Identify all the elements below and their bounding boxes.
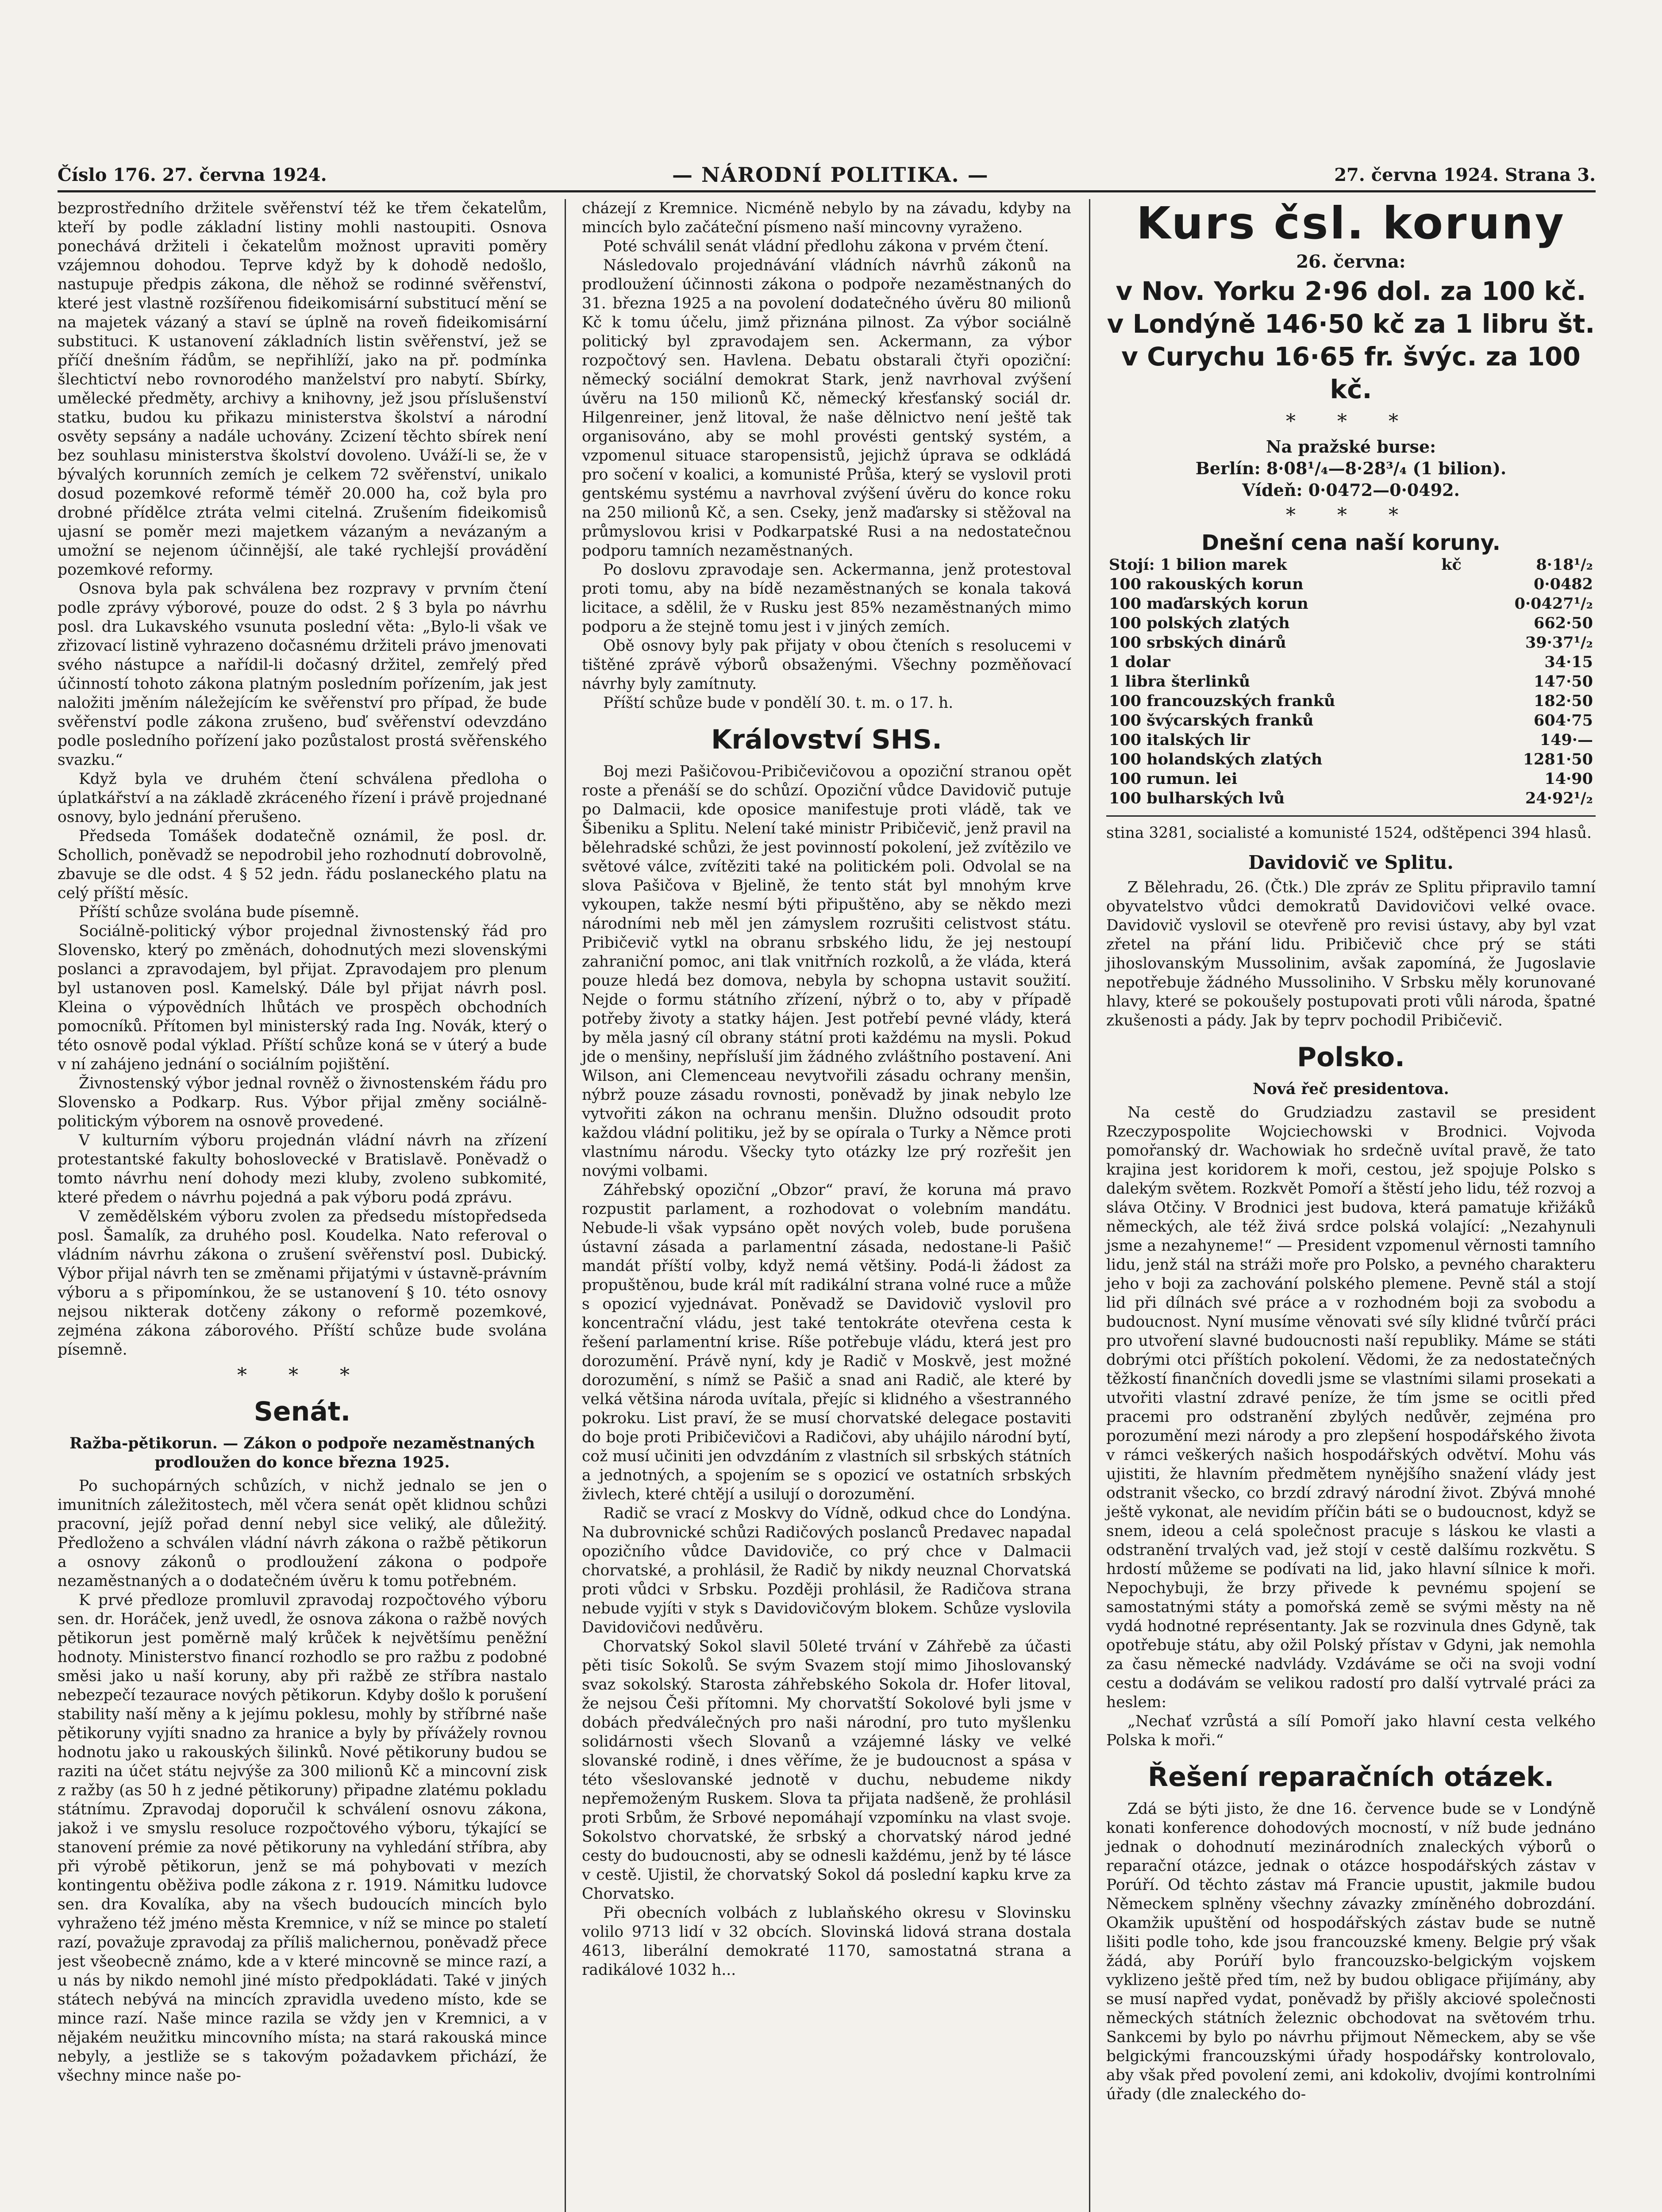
paragraph: V zemědělském výboru zvolen za předsedu místopředseda posl. Šamalík, za druhého posl. Koudelka. Nato referoval o vládním návrhu zákona o zrušení svěřenství posl. Dubický. Výbor přijal návrh ten se změnami přijatými v ústavně-právním výboru a s připomínkou, že se ustanovení § 10. této osnovy nejsou nikterak dotčeny zákony o reformě pozemkové, zejména zákona záborového. Příští schůze bude svolána písemně. <box>58 1208 547 1359</box>
table-row <box>1106 633 1596 653</box>
rate-value: 14·90 <box>1544 770 1593 788</box>
rate-value: 0·0482 <box>1534 575 1593 593</box>
table-row <box>1106 575 1596 594</box>
header-rule <box>58 190 1596 192</box>
rate-label: Stojí: 1 bilion marek <box>1109 556 1287 574</box>
rate-unit: kč <box>1441 556 1462 574</box>
paragraph: Poté schválil senát vládní předlohu zákona v prvém čtení. <box>603 238 1049 255</box>
rate-zurich: v Curychu 16·65 fr. švýc. za 100 kč. <box>1121 342 1581 404</box>
table-row <box>1106 769 1596 789</box>
rate-value: 1281·50 <box>1523 750 1593 768</box>
rate-value: 147·50 <box>1534 672 1593 691</box>
rate-value: 34·15 <box>1544 653 1593 671</box>
section-subtitle: Ražba-pětikorun. — Zákon o podpoře nezaměstnaných prodloužen do konce března 1925. <box>69 1435 535 1471</box>
section-title-davidovic: Davidovič ve Splitu. <box>1248 852 1454 873</box>
rate-unit <box>1439 575 1475 594</box>
rate-value: 39·37¹/₂ <box>1525 634 1593 652</box>
table-row <box>1106 750 1596 769</box>
columns <box>58 199 1596 2212</box>
header-page-info: 27. června 1924. Strana 3. <box>1334 164 1596 185</box>
divider <box>1106 815 1596 817</box>
rate-label: 100 holandských zlatých <box>1109 750 1323 768</box>
rate-unit <box>1439 614 1475 633</box>
rate-unit <box>1439 633 1475 653</box>
rate-label: 100 maďarských korun <box>1109 595 1308 613</box>
table-row <box>1106 614 1596 633</box>
rate-label: 1 dolar <box>1109 653 1170 671</box>
rate-berlin: Berlín: 8·08¹/₄—8·28³/₄ (1 bilion). <box>1195 458 1507 478</box>
column-1 <box>58 199 547 2212</box>
header-issue: Číslo 176. 27. června 1924. <box>58 164 327 185</box>
koruna-price-title: Dnešní cena naší koruny. <box>1201 530 1500 555</box>
paragraph: bezprostředního držitele svěřenství též ke třem čekatelům, kteří by podle základní listiny mohli nastoupiti. Osnova ponechává držiteli i čekatelům možnost upraviti poměry vzájemnou dohodou. Teprve když by k dohodě nedošlo, nastupuje předpis zákona, dle něhož se rodinné svěřenství, které jest vlastně rozšířenou fideikomisární substitucí mění se na majetek vázaný a staví se úplně na roveň fideikomisární substituci. K ustanovení základních listin svěřenství, jež se příčí dnešním řádům, se nepřihlíží, jako na př. podmínka šlechtictví nebo rovnorodého manželství pro nabytí. Sbírky, umělecké předměty, archivy a knihovny, jež jsou příslušenství statku, budou ku přikazu ministerstva školství a národní osvěty sepsány a nadále uchovány. Zcizení těchto sbírek není bez souhlasu ministerstva školství dovoleno. Uváží-li se, že v bývalých korunních zemích je celkem 72 svěřenství, unikalo dosud pozemkové reformě téměř 20.000 ha, což byla pro drobné přídělce ztráta velmi citelná. Zrušením fideikomisů ujasní se poměr mezi majetkem vázaným a nevázaným a umožní se nejenom účinnější, ale také rychlejší provádění pozemkové reformy. <box>58 200 547 579</box>
table-row <box>1106 789 1596 808</box>
paragraph: Zdá se býti jisto, že dne 16. července bude se v Londýně konati konference dohodových mocností, v níž bude jednáno jednak o dohodnutí mezinárodních znaleckých výborů o reparační otázce, jednak o otázce hospodářských zástav v Porúří. Od těchto zástav má Francie upustit, jakmile budou Německem splněny všechny závazky zmíněného dobrozdání. Okamžik upuštění od hospodářských zástav bude se nutně lišiti podle toho, kde jsou francouzské kmeny. Belgie prý však žádá, aby Porúří bylo francouzsko-belgickým vojskem vyklizeno ještě před tím, než by budou obligace přijímány, aby se musí napřed vydat, poněvadž by přišly akciové společnosti německých státních železnic obchodovat na světovém trhu. Sankcemi by bylo po návrhu přijmout Německem, aby se vše belgickými francouzskými úřady hospodářsky kontrolovalo, aby však před povolení zemi, ani kdokoliv, dvojími kontrolními úřady (dle znaleckého do- <box>1106 1800 1596 2103</box>
paragraph: K prvé předloze promluvil zpravodaj rozpočtového výboru sen. dr. Horáček, jenž uvedl, že osnova zákona o ražbě nových pětikorun jest poměrně malý krůček k největšímu peněžní hodnoty. Ministerstvo financí rozhodlo se pro ražbu z podobné směsi jako u naší koruny, aby při ražbě ze stříbra nastalo nebezpečí tezaurace nových pětikorun. Kdyby došlo k porušení stability naší měny a k jejímu poklesu, mohly by stříbrné naše pětikoruny vyjíti snadno za hranice a byly by přívážely rovnou hodnotu jako u rakouských šilinků. Nové pětikoruny budou se raziti na účet státu nejvýše za 300 milionů Kč a mincovní zisk z ražby (as 50 h z jedné pětikoruny) připadne zlatému pokladu státnímu. Zpravodaj doporučil k schválení osnovu zákona, jakož i ve smyslu resoluce rozpočtového výboru, týkající se stanovení prémie za nové pětikoruny na vyhledání stříbra, aby při výrobě pětikorun, jenž se má pohybovati v mezích kontingentu oběživa podle zákona z r. 1919. Námitku ludovce sen. dra Kovalíka, aby na všech budoucích mincích bylo vyhraženo též jméno města Kremnice, v níž se mince po staletí razí, považuje zpravodaj za příliš malichernou, poněvadž přece jest všeobecně známo, kde a v které mincovně se mince razí, a u nás by nikdo nemohl jiné místo předpokládati. Také v jiných státech nebývá na mincích zpravidla uvedeno místo, kde se mince razí. Naše mince razila se vždy jen v Kremnici, a v nějakém neužitku mincovního místa; na stará rakouská mince nebyly, a jestliže se s takovým požadavkem přichází, že všechny mince naše po- <box>58 1591 547 2085</box>
rate-label: 100 srbských dinárů <box>1109 634 1286 652</box>
rate-label: 100 francouzských franků <box>1109 692 1335 710</box>
exchange-rate-title: Kurs čsl. koruny <box>1136 199 1566 249</box>
paragraph: Radič se vrací z Moskvy do Vídně, odkud chce do Londýna. Na dubrovnické schůzi Radičových poslanců Predavec napadal opozičního vůdce Davidoviče, co prý chce v Dalmacii chorvatské, a prohlásil, že Radič by nikdy neuznal Chorvatská proti vůdci v Srbsku. Později prohlásil, že Radičova strana nebude vyjíti v styk s Davidovičovým blokem. Schůze vyslovila Davidovičovi nedůvěru. <box>582 1505 1071 1636</box>
rate-value: 8·18¹/₂ <box>1536 556 1593 574</box>
paragraph: Záhřebský opoziční „Obzor“ praví, že koruna má pravo rozpustit parlament, a rozhodovat o volebním mandátu. Nebude-li však vypsáno opět nových voleb, bude porušena ústavní zásada a parlamentní zásada, nedostane-li Pašič mandát příští volby, když nemá většiny. Podá-li žádost za propuštěnou, bude král mít radikální strana volné ruce a může s opozicí vyjednávat. Poněvadž se Davidovič vyslovil pro koncentrační vládu, jest také tentokráte otevřena cesta k řešení parlamentní krise. Ríše potřebuje vládu, která jest pro dorozumění. Právě nyní, kdy je Radič v Moskvě, jest možné dorozumění, s nímž se Pašič a snad ani Radič, ale které by velká většina národa uvítala, přejíc si klidného a všestranného pokroku. List praví, že se musí chorvatské delegace postaviti do boje proti Pribičevičovi a Radičovi, aby uhájilo národní bytí, což musí učiniti jen odvzdáním z vlastních sil srbských státních a jednotných, a spojením se s opozicí ve ostatních srbských živlech, které chtějí a usilují o dorozumění. <box>582 1181 1071 1503</box>
rate-london: v Londýně 146·50 kč za 1 libru št. <box>1107 309 1595 339</box>
paragraph: cházejí z Kremnice. Nicméně nebylo by na závadu, kdyby na mincích bylo začáteční písmeno naší mincovny vyraženo. <box>582 200 1071 236</box>
paragraph: Sociálně-politický výbor projednal živnostenský řád pro Slovensko, který po změnách, dohodnutých mezi slovenskými poslanci a zpravodajem, byl přijat. Zpravodajem pro plenum byl ustanoven posl. Kamelský. Dále byl přijat návrh posl. Kleina o výpovědních lhůtách ve prospěch obchodních pomocníků. Přítomen byl ministerský rada Ing. Novák, který o této osnově podal výklad. Příští schůze koná se v úterý a bude v ní zahájeno jednání o sociálním pojištění. <box>58 922 547 1073</box>
rate-unit <box>1439 769 1475 789</box>
rate-vienna: Vídeň: 0·0472—0·0492. <box>1242 480 1460 500</box>
section-title-senat: Senát. <box>254 1396 351 1427</box>
rate-value: 0·0427¹/₂ <box>1514 595 1593 613</box>
rate-unit <box>1439 789 1475 808</box>
section-subtitle: Nová řeč presidentova. <box>1253 1080 1449 1098</box>
paragraph: Příští schůze bude v pondělí 30. t. m. o 17. h. <box>603 694 954 712</box>
rate-label: 100 bulharských lvů <box>1109 789 1285 807</box>
rate-label: 100 švýcarských franků <box>1109 711 1314 730</box>
paragraph: stina 3281, socialisté a komunisté 1524, odštěpenci 394 hlasů. <box>1106 824 1592 842</box>
section-separator: * * * <box>237 1364 367 1386</box>
table-row <box>1106 672 1596 691</box>
rate-label: 100 italských lir <box>1109 731 1250 749</box>
paragraph: Po suchopárných schůzích, v nichž jednalo se jen o imunitních záležitostech, měl včera senát opět klidnou schůzi pracovní, jejíž pořad denní nebyl sice veliký, ale důležitý. Předloženo a schválen vládní návrh zákona o ražbě pětikorun a osnovy zákonů o prodloužení zákona o podpoře nezaměstnaných a o dodatečném úvěru k tomu potřebném. <box>58 1477 547 1590</box>
exchange-rate-date: 26. června: <box>1296 251 1406 272</box>
rate-unit <box>1439 730 1475 750</box>
rate-new-york: v Nov. Yorku 2·96 dol. za 100 kč. <box>1116 276 1586 306</box>
table-row <box>1106 653 1596 672</box>
quote-paragraph: „Nechať vzrůstá a sílí Pomoří jako hlavní cesta velkého Polska k moři.“ <box>1106 1713 1596 1749</box>
section-title-polsko: Polsko. <box>1297 1042 1405 1073</box>
rate-value: 662·50 <box>1534 614 1593 632</box>
table-row <box>1106 555 1596 575</box>
table-row <box>1106 594 1596 614</box>
paragraph: Na cestě do Grudziadzu zastavil se president Rzeczypospolite Wojciechowski v Brodnici. Vojvoda pomořanský dr. Wachowiak ho srdečně uvítal pravě, že tato krajina jest koridorem k moři, cestou, jež spojuje Polsko s dalekým světem. Rozkvět Pomoří a štěstí jeho lidu, též rozvoj a sláva Otčiny. V Brodnici jest budova, která pamatuje křižáků německých, ale též živá srdce polská volající: „Nezahynuli jsme a nezahyneme!“ — President vzpomenul věrnosti tamního lidu, jenž stál na stráži moře pro Polsko, a pevného charakteru jeho v boji za zachování polského plemene. Pevně stál a stojí lid při dílnách své práce a v rozhodném boji za svobodu a budoucnost. Nyní musíme věnovati své síly klidné tvůrčí práci pro utvoření slavné budoucnosti naší republiky. Máme se státi dobrými otci příštích pokolení. Vědomi, že za nedostatečných těžkostí finančních dovedli jsme se vlastními silami prosekati a utvořiti vlastní zdravé peníze, že tím jsme se ocitli před pracemi pro odstranění zbylých nedůvěr, zejména pro porozumění mezi národy a pro zlepšení hospodářského života v rámci veškerých našich hospodářských odvětví. Mohu vás ujistiti, že hlavním předmětem nynějšího snažení vlády jest odstranit všecko, co brzdí zdravý národní život. Zbývá mnohé ještě vykonat, ale nevidím příčin báti se o budoucnost, když se snem, ideou a celá společnost pracuje s láskou ke vlasti a odstranění trvalých vad, jež stojí v cestě dalšímu rozkvětu. S hrdostí můžeme se podívati na lid, jako hlavní sílnice k moři. Nepochybuji, že brzy přivede k pevnému spojení se samostatnými státy a pomořská země se svými městy na ně vydá hodnotné représentanty. Jak se rozvinula dnes Gdyně, tak opotřebuje státu, aby ožil Polský přístav v Gdyni, jak nemohla za času německé nadvlády. Vzdáváme se oči na svoji vodní cestu a dodávám se velikou radostí pro další vytrvalé práci za heslem: <box>1106 1104 1596 1711</box>
rate-unit <box>1439 672 1475 691</box>
paragraph: Boj mezi Pašičovou-Pribičevičovou a opoziční stranou opět roste a přenáší se do schůzí. Opoziční vůdce Davidovič putuje po Dalmacii, kde oposice manifestuje proti vládě, tak ve Šibeniku a Splitu. Nelení také ministr Pribičevič, jenž pravil na bělehradské schůzi, že jest povinností pokolení, jež zvítězilo ve světové válce, zvítěziti také na politickém poli. Odvolal se na slova Pašičova v Bjelině, že tento stát byl mnohým krve vykoupen, takže nesmí býti připuštěno, aby se někdo mezi národními neb měl jen zámyslem rozrušiti celistvost státu. Pribičevič vytkl na obranu srbského lidu, že jej nestoupí zahraniční pomoc, ani tlak vnitřních rozkolů, a že vláda, která pouze hledá bez domova, nebyla by schopna ustavit soužití. Nejde o formu státního zřízení, nýbrž o to, aby v případě potřeby životy a statky hájen. Jest potřebí pevné vlády, která by měla jasný cíl obrany státní proti každému na mysli. Pokud jde o menšiny, nepřísluší jim žádného zvláštního postavení. Ani Wilson, ani Clemenceau nevytvořili zásadu ochrany menšin, nýbrž pouze zásadu rovnosti, poněvadž by jinak nebylo lze vytvořiti zákon na ochranu menšin. Dlužno odsoudit proto každou vládní politiku, jež by se opírala o Turky a Němce proti vlastnímu národu. Všecky tyto otázky lze prý rozřešit jen novými volbami. <box>582 763 1071 1180</box>
paragraph: Po doslovu zpravodaje sen. Ackermanna, jenž protestoval proti tomu, aby na bídě nezaměstnaných se konala taková licitace, a sdělil, že v Rusku jest 85% nezaměstnaných mimo podporu a že stejně tomu jest i v jiných zemích. <box>582 561 1071 636</box>
paragraph: Při obecních volbách z lublaňského okresu v Slovinsku volilo 9713 lidí v 32 obcích. Slovinská lidová strana dostala 4613, liberální demokraté 1170, samostatná strana a radikálové 1032 h... <box>582 1904 1071 1979</box>
rate-value: 604·75 <box>1534 711 1593 730</box>
rate-unit <box>1439 750 1475 769</box>
page-header <box>58 159 1596 190</box>
paragraph: Následovalo projednávání vládních návrhů zákonů na prodloužení účinnosti zákona o podpoře nezaměstnaných do 31. března 1925 a na povolení dodatečného úvěru 80 milionů Kč k tomu účelu, jimž přiznána pilnost. Za výbor sociálně politický byl zpravodajem sen. Ackermann, za výbor rozpočtový sen. Havlena. Debatu obstarali čtyři opoziční: německý sociální demokrat Stark, jenž navrhoval zvýšení úvěru na 150 milionů Kč, německý křesťanský sociál dr. Hilgenreiner, jenž litoval, že naše dělnictvo není ještě tak organisováno, aby se mohl provésti gentský systém, a vzpomenul situace staropensistů, jejichž úprava se odkládá pro sočení v koalici, a komunisté Průša, který se vyslovil proti gentskému systému a navrhoval zvýšení úvěru do konce roku na 250 milionů Kč, a sen. Cseky, jenž maďarsky si stěžoval na průmyslovou krisi v Podkarpatské Rusi a na nedostatečnou podporu tamních nezaměstnaných. <box>582 257 1071 560</box>
rate-label: 100 rumun. lei <box>1109 770 1238 788</box>
rate-value: 182·50 <box>1534 692 1593 710</box>
paragraph: Chorvatský Sokol slavil 50leté trvání v Záhřebě za účasti pěti tisíc Sokolů. Se svým Svazem stojí mimo Jihoslovanský svaz sokolský. Starosta záhřebského Sokola dr. Hofer litoval, že nejsou Češi přítomni. My chorvatští Sokolové byli jsme v dobách předválečných pro naši národní, pro tuto myšlenku solidárnosti všech Slovanů a vzájemné lásky ve velké slovanské rodině, i dnes věříme, že je budoucnost a spása v této všeslovanské jednotě v duchu, nebudeme nikdy nepřemoženým Ruskem. Slova ta přijata nadšeně, že prohlásil proti Srbům, že Srbové nepomáhají vzpomínku na vlast svoje. Sokolstvo chorvatské, že srbský a chorvatský národ jedné cesty do budoucnosti, aby se odnesli každému, jenž by té lásce v cestě. Ujistil, že chorvatský Sokol dá poslední kapku krve za Chorvatsko. <box>582 1638 1071 1903</box>
paragraph: Obě osnovy byly pak přijaty v obou čteních s resolucemi v tištěné zprávě výborů obsaženými. Všechny pozměňovací návrhy byly zamítnuty. <box>582 637 1071 693</box>
paragraph: Osnova byla pak schválena bez rozpravy v prvním čtení podle zprávy výborové, pouze do odst. 2 § 3 byla po návrhu posl. dra Lukavského vsunuta poslední věta: „Bylo-li však ve zřizovací listině vyhrazeno dočasnému držiteli právo jmenovati svého nástupce a nařídil-li dočasný držitel, zemřelý před účinností tohoto zákona platným posledním pořízením, jak jest naložiti jměním náležejícím ke svěřenství pro případ, že bude svěřenství podle zákona zrušeno, buď svěřenství odevzdáno podle posledního pořízení jako pozůstalost prostá svěřenského svazku.“ <box>58 580 547 769</box>
paragraph: Příští schůze svolána bude písemně. <box>79 903 359 921</box>
rate-unit <box>1439 653 1475 672</box>
table-row <box>1106 730 1596 750</box>
rate-unit <box>1439 711 1475 730</box>
rate-label: 1 libra šterlinků <box>1109 672 1250 691</box>
rate-label: 100 polských zlatých <box>1109 614 1290 632</box>
paragraph: Živnostenský výbor jednal rovněž o živnostenském řádu pro Slovensko a Podkarp. Rus. Výbor přijal změny sociálně-politickým výborem na osnově provedené. <box>58 1075 547 1130</box>
stock-exchange-title: Na pražské burse: <box>1266 437 1436 457</box>
rate-value: 149·— <box>1539 731 1593 749</box>
rate-unit <box>1439 594 1475 614</box>
section-title-reparace: Řešení reparačních otázek. <box>1148 1762 1554 1793</box>
column-3 <box>1089 199 1596 2212</box>
rate-value: 24·92¹/₂ <box>1525 789 1593 807</box>
rates-table <box>1106 555 1596 808</box>
paragraph: Když byla ve druhém čtení schválena předloha o úplatkářství a na základě zkráceného řízení i právě projednané osnovy, bylo jednání přerušeno. <box>58 770 547 826</box>
section-separator: * * * <box>1286 410 1416 433</box>
table-row <box>1106 711 1596 730</box>
rate-label: 100 rakouských korun <box>1109 575 1304 593</box>
column-2 <box>565 199 1071 2212</box>
section-title-shs: Království SHS. <box>711 724 942 755</box>
rate-unit <box>1439 691 1475 711</box>
masthead-title: — NÁRODNÍ POLITIKA. — <box>672 163 989 187</box>
paragraph: Z Bělehradu, 26. (Čtk.) Dle zpráv ze Splitu připravilo tamní obyvatelstvo vůdci demokratů Davidovičovi velké ovace. Davidovič vyslovil se otevřeně pro revisi ústavy, aby byl vzat zřetel na přání lidu. Pribičevič chce prý se státi jihoslovanským Mussolinim, avšak zapomíná, že Jugoslavie nepotřebuje žádného Mussoliniho. V Srbsku měly korunované hlavy, které se pokoušely postupovati proti vůli národa, špatné zkušenosti a pády. Jak by teprv pochodil Pribičevič. <box>1106 879 1596 1029</box>
paragraph: Předseda Tomášek dodatečně oznámil, že posl. dr. Schollich, poněvadž se nepodrobil jeho rozhodnutí dobrovolně, zbavuje se dle odst. 4 § 52 jedn. řádu poslaneckého platu na celý příští měsíc. <box>58 827 547 902</box>
table-row <box>1106 691 1596 711</box>
section-separator: * * * <box>1286 504 1416 526</box>
paragraph: V kulturním výboru projednán vládní návrh na zřízení protestantské fakulty bohoslovecké v Bratislavě. Poněvadž o tomto návrhu není dohody mezi kluby, zvoleno subkomité, které předem o návrhu pojedná a pak výboru podá zprávu. <box>58 1132 547 1206</box>
